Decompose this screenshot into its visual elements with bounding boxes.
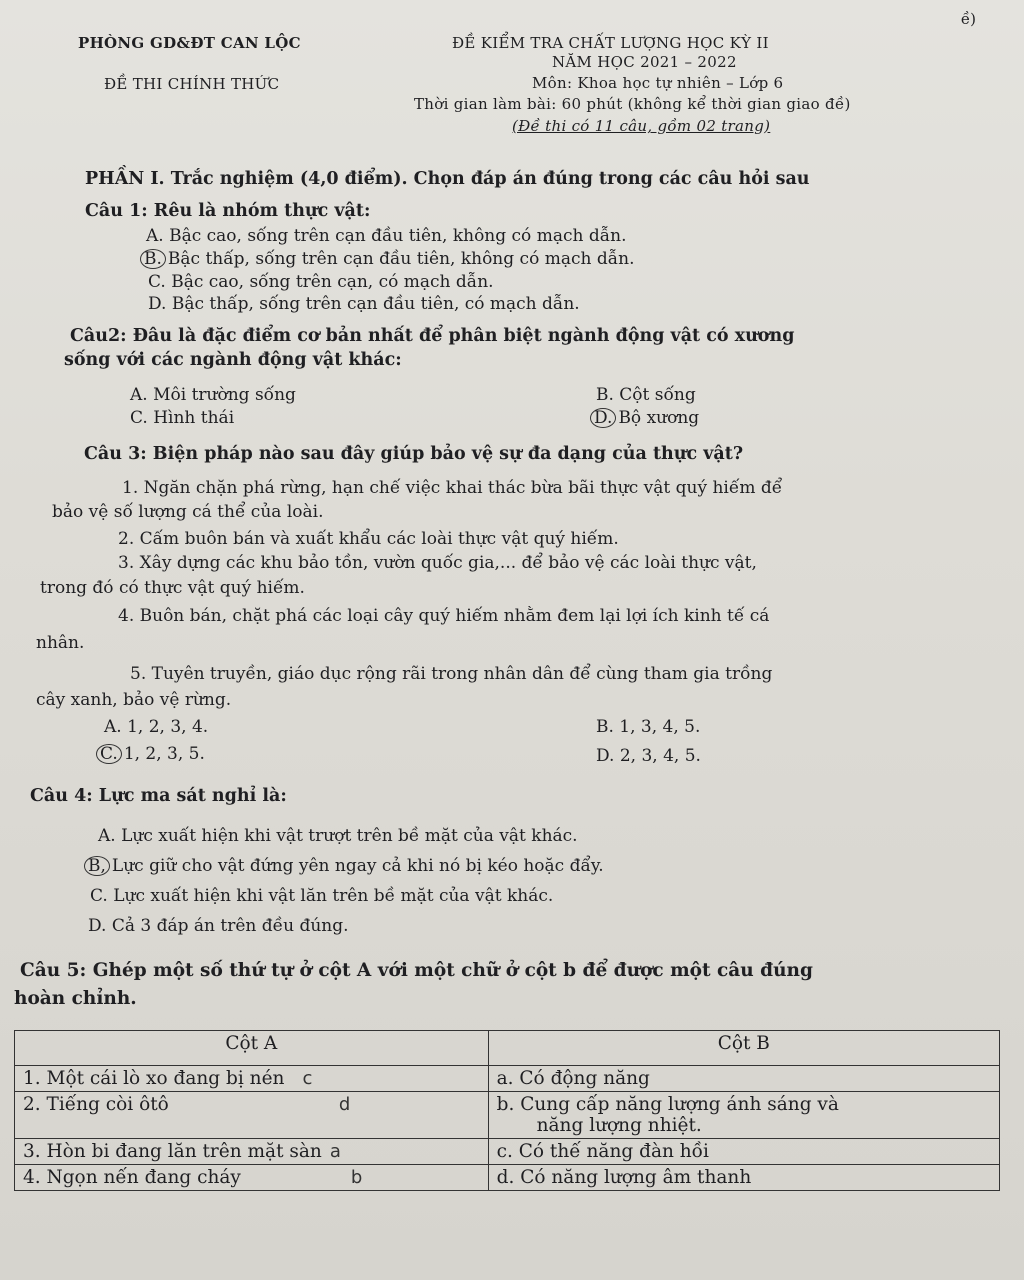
q3-statement-4-line2: nhân. [36,633,85,653]
official-exam-label: ĐỀ THI CHÍNH THỨC [104,75,280,93]
handwritten-answer: c [302,1068,313,1089]
column-a-text: 3. Hòn bi đang lăn trên mặt sàn [23,1141,322,1162]
column-b-cell [488,1165,999,1191]
table-row [15,1066,1000,1092]
q3-statement-3-line2: trong đó có thực vật quý hiếm. [40,578,305,598]
department-name: PHÒNG GD&ĐT CAN LỘC [78,34,301,52]
table-row [15,1139,1000,1165]
q4-option-b [84,856,604,876]
q3-option-c [96,744,205,764]
page-count-note: (Đề thi có 11 câu, gồm 02 trang) [512,117,771,135]
column-a-cell [15,1139,489,1165]
answer-circle-mark: C. [96,744,122,764]
q4-title: Câu 4: Lực ma sát nghỉ là: [30,786,287,806]
table-row [15,1165,1000,1191]
q3-statement-5-line2: cây xanh, bảo vệ rừng. [36,690,232,710]
q2-option-d-text: Bộ xương [618,408,700,428]
q2-option-a: A. Môi trường sống [130,385,296,405]
answer-circle-mark: B, [84,856,110,876]
q3-title: Câu 3: Biện pháp nào sau đây giúp bảo vệ sự đa dạng của thực vật? [84,444,744,464]
table-row [15,1092,1000,1139]
q4-option-b-text: Lực giữ cho vật đứng yên ngay cả khi nó bị kéo hoặc đẩy. [111,856,604,876]
column-b-text: c. Có thế năng đàn hồi [496,1141,709,1162]
answer-circle-mark: B. [140,249,166,269]
column-b-text-continued: năng lượng nhiệt. [536,1115,702,1136]
matching-table [14,1030,1000,1191]
column-a-text: 4. Ngọn nến đang cháy [23,1167,241,1188]
q4-option-a: A. Lực xuất hiện khi vật trượt trên bề mặt của vật khác. [98,826,578,846]
q4-option-c: C. Lực xuất hiện khi vật lăn trên bề mặt của vật khác. [90,886,554,906]
column-a-cell [15,1165,489,1191]
handwritten-answer: d [338,1094,351,1115]
q3-statement-2: 2. Cấm buôn bán và xuất khẩu các loài thực vật quý hiếm. [118,529,619,549]
handwritten-answer: b [350,1167,363,1188]
q3-statement-3-line1: 3. Xây dựng các khu bảo tồn, vườn quốc gia,... để bảo vệ các loài thực vật, [118,553,757,573]
q3-option-c-text: 1, 2, 3, 5. [123,744,205,764]
column-a-cell [15,1066,489,1092]
handwritten-answer: a [329,1141,341,1162]
q1-option-d: D. Bậc thấp, sống trên cạn đầu tiên, có mạch dẫn. [148,294,580,314]
q3-option-a: A. 1, 2, 3, 4. [104,717,209,737]
q2-option-c: C. Hình thái [130,408,235,428]
exam-title: ĐỀ KIỂM TRA CHẤT LƯỢNG HỌC KỲ II [452,34,769,52]
column-b-text: b. Cung cấp năng lượng ánh sáng và [496,1094,839,1115]
q4-option-d: D. Cả 3 đáp án trên đều đúng. [88,916,349,936]
q1-title: Câu 1: Rêu là nhóm thực vật: [85,201,371,221]
q3-statement-4-line1: 4. Buôn bán, chặt phá các loại cây quý hiếm nhằm đem lại lợi ích kinh tế cá [118,606,770,626]
column-b-text: d. Có năng lượng âm thanh [496,1167,752,1188]
corner-mark: ề) [960,10,976,28]
q5-title-line1: Câu 5: Ghép một số thứ tự ở cột A với một chữ ở cột b để được một câu đúng [20,960,813,981]
q2-option-b: B. Cột sống [596,385,696,405]
column-a-text: 2. Tiếng còi ôtô [23,1094,169,1115]
q2-title-line2: sống với các ngành động vật khác: [64,350,402,370]
q3-option-b: B. 1, 3, 4, 5. [596,717,701,737]
column-a-header: Cột A [15,1031,489,1066]
column-a-text: 1. Một cái lò xo đang bị nén [23,1068,285,1089]
column-b-text: a. Có động năng [496,1068,650,1089]
subject-line: Môn: Khoa học tự nhiên – Lớp 6 [532,74,784,92]
time-line: Thời gian làm bài: 60 phút (không kể thời gian giao đề) [414,95,851,113]
column-a-cell [15,1092,489,1139]
q3-option-d: D. 2, 3, 4, 5. [596,746,701,766]
q1-option-b [140,249,635,269]
q3-statement-1-line2: bảo vệ số lượng cá thể của loài. [52,502,324,522]
q1-option-b-text: Bậc thấp, sống trên cạn đầu tiên, không có mạch dẫn. [167,249,635,269]
answer-circle-mark: D. [590,408,616,428]
q3-statement-5-line1: 5. Tuyên truyền, giáo dục rộng rãi trong nhân dân để cùng tham gia trồng [130,664,773,684]
q3-statement-1-line1: 1. Ngăn chặn phá rừng, hạn chế việc khai thác bừa bãi thực vật quý hiếm để [122,478,783,498]
section-1-title: PHẦN I. Trắc nghiệm (4,0 điểm). Chọn đáp án đúng trong các câu hỏi sau [85,169,810,189]
q2-option-d [590,408,699,428]
q5-title-line2: hoàn chỉnh. [14,988,137,1009]
q2-title-line1: Câu2: Đâu là đặc điểm cơ bản nhất để phân biệt ngành động vật có xương [70,326,795,346]
q1-option-a: A. Bậc cao, sống trên cạn đầu tiên, không có mạch dẫn. [146,226,627,246]
school-year: NĂM HỌC 2021 – 2022 [552,53,737,71]
column-b-cell [488,1066,999,1092]
table-header-row [15,1031,1000,1066]
q1-option-c: C. Bậc cao, sống trên cạn, có mạch dẫn. [148,272,494,292]
column-b-header: Cột B [488,1031,999,1066]
column-b-cell [488,1092,999,1139]
column-b-cell [488,1139,999,1165]
